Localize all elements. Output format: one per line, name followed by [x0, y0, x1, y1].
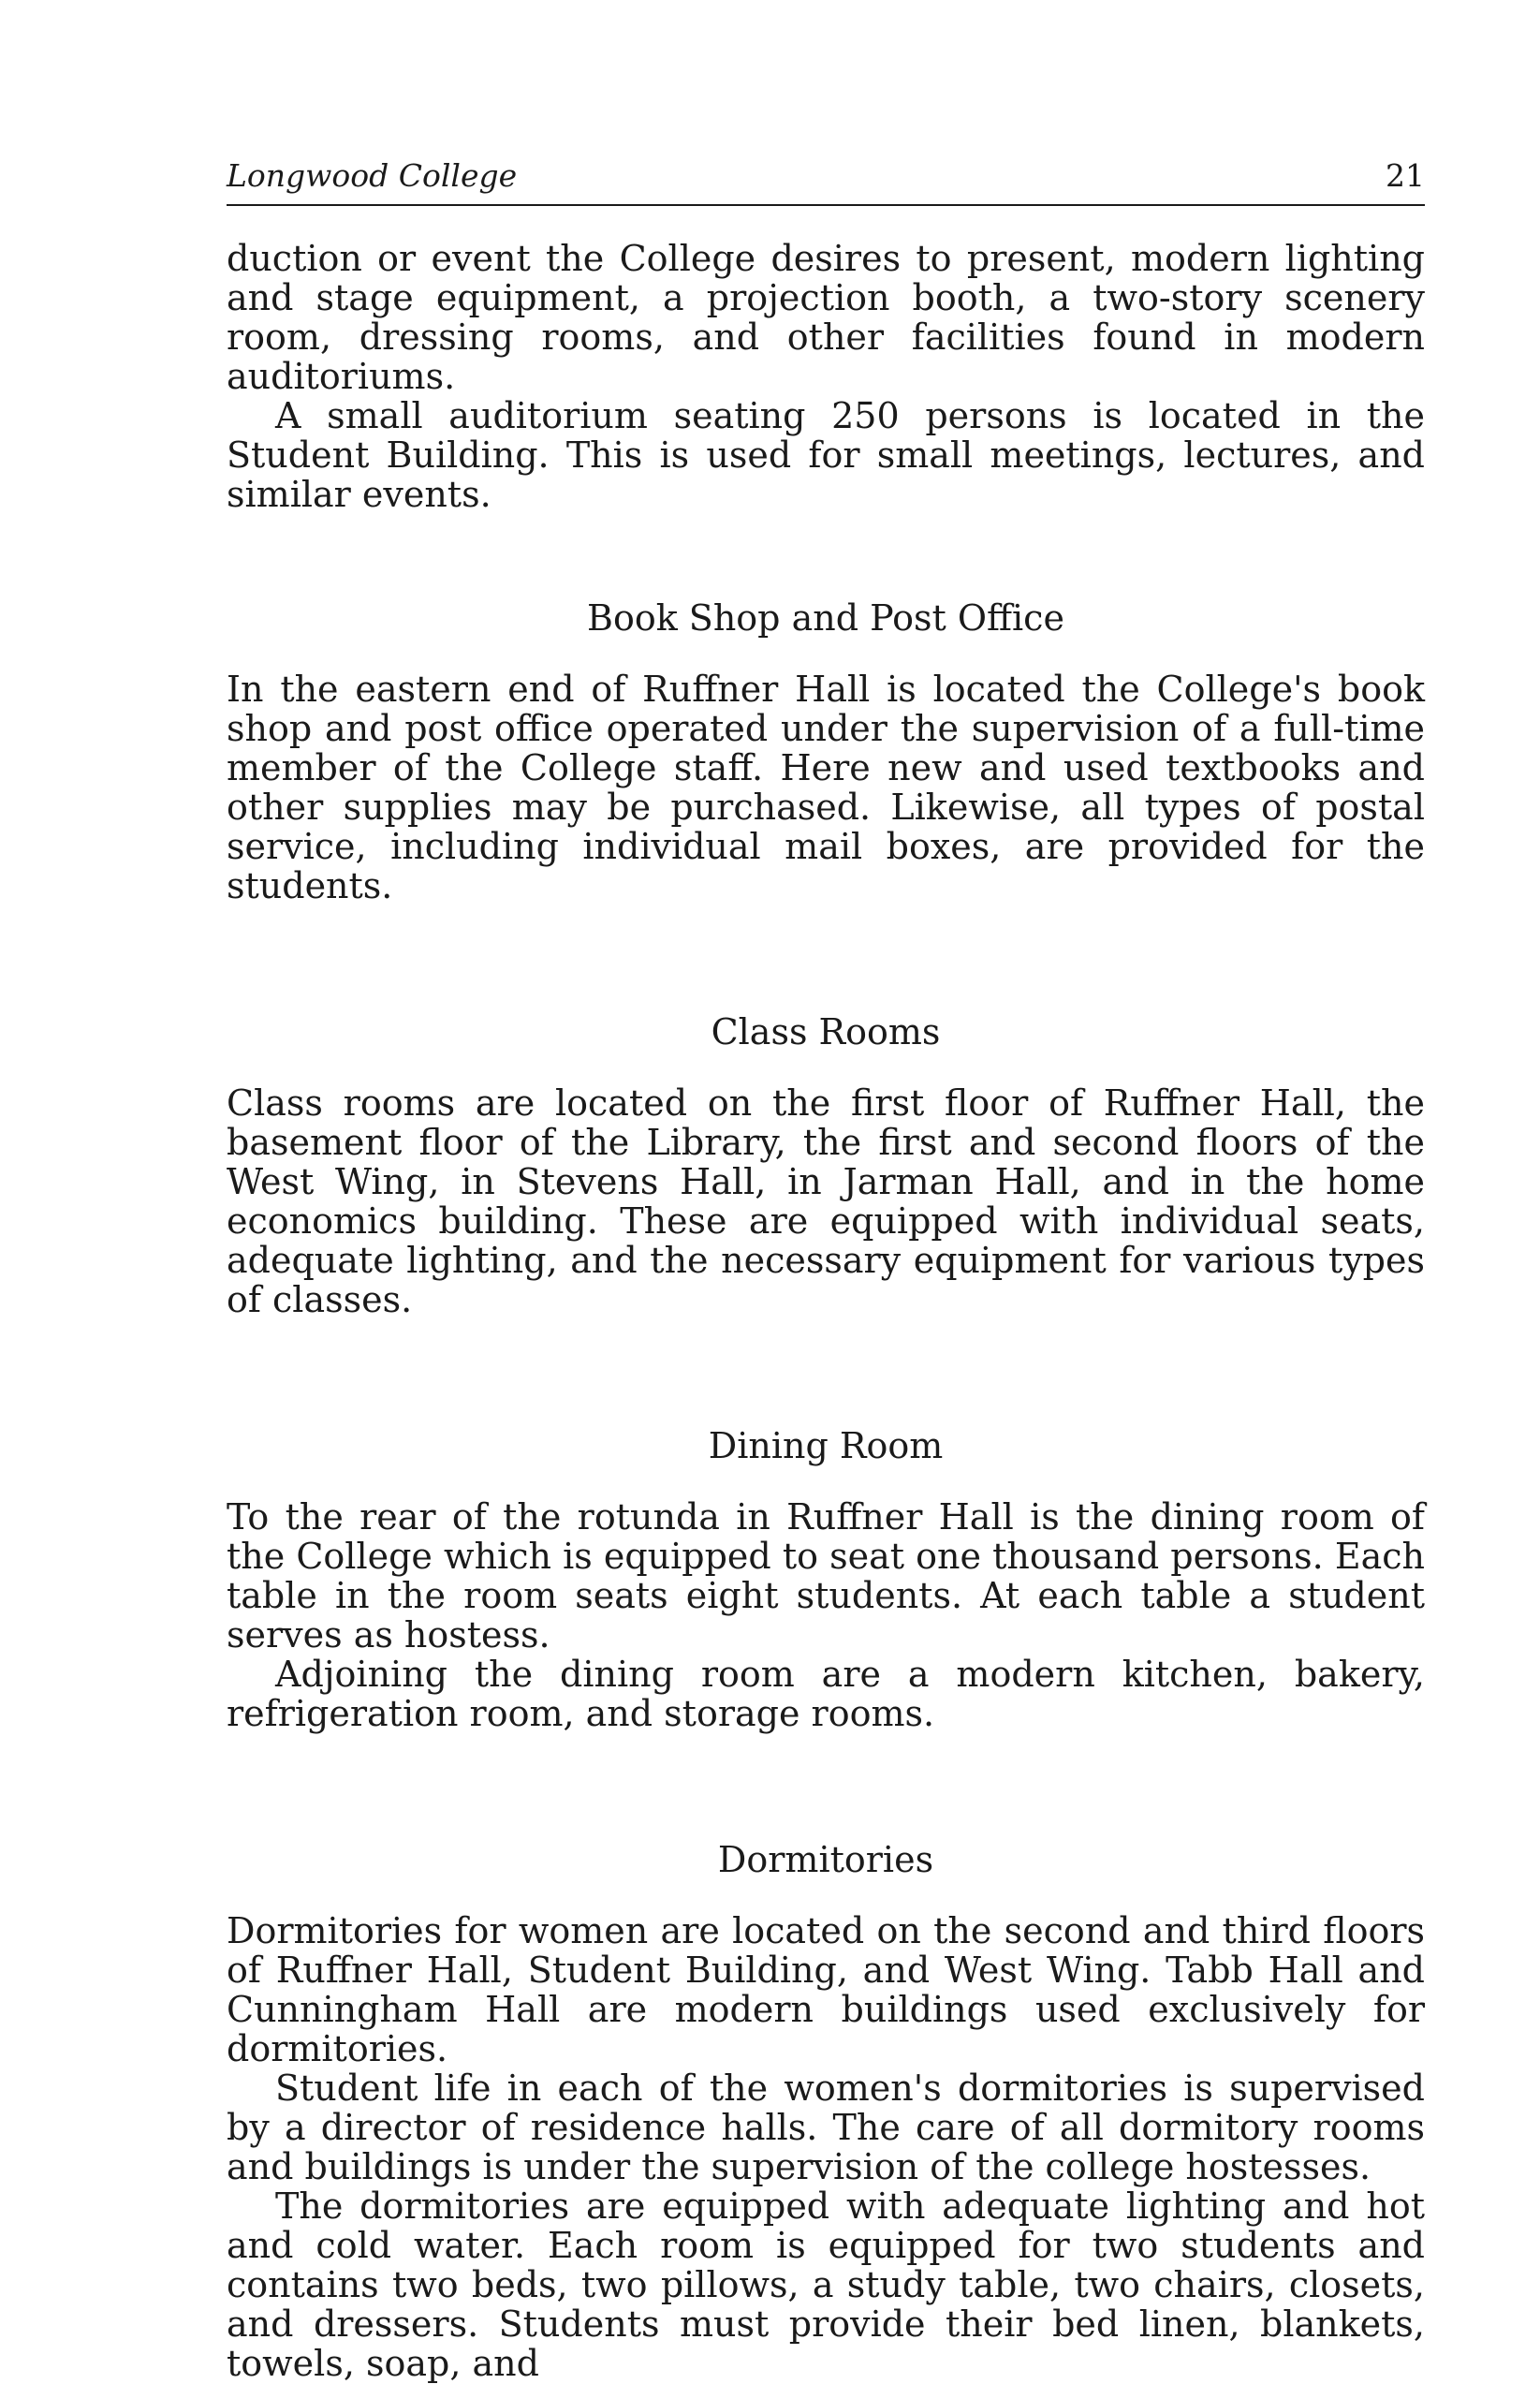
- running-title: Longwood College: [227, 157, 518, 194]
- paragraph: duction or event the College desires to present, modern lighting and stage equipment, a projection booth, a two-story scenery room, dressing rooms, and other facilities found in modern auditoriums.: [227, 238, 1425, 397]
- section-heading: Book Shop and Post Office: [587, 597, 1064, 639]
- section-class-rooms: [227, 1012, 1425, 1319]
- section-heading: Dormitories: [717, 1839, 934, 1880]
- paragraph: Dormitories for women are located on the second and third floors of Ruffner Hall, Student Building, and West Wing. Tabb Hall and Cunningham Hall are modern buildings used exclusively for dormitories.: [227, 1910, 1425, 2069]
- section-heading: Dining Room: [708, 1425, 944, 1466]
- running-header: [227, 157, 1425, 206]
- paragraph: Adjoining the dining room are a modern kitchen, bakery, refrigeration room, and storage rooms.: [227, 1654, 1425, 1734]
- paragraph: In the eastern end of Ruffner Hall is located the College's book shop and post office operated under the supervision of a full-time member of the College staff. Here new and used textbooks and other supplies may be purchased. Likewise, all types of postal service, including individual mail boxes, are provided for the students.: [227, 669, 1425, 906]
- section-dormitories: [227, 1840, 1425, 2383]
- paragraph: Class rooms are located on the first floor of Ruffner Hall, the basement floor of the Library, the first and second floors of the West Wing, in Stevens Hall, in Jarman Hall, and in the home economics building. These are equipped with individual seats, adequate lighting, and the necessary equipment for various types of classes.: [227, 1082, 1425, 1320]
- paragraph: A small auditorium seating 250 persons is located in the Student Building. This is used for small meetings, lectures, and similar events.: [227, 395, 1425, 515]
- section-heading: Class Rooms: [711, 1011, 941, 1052]
- section-dining-room: [227, 1426, 1425, 1733]
- intro-block: [227, 239, 1425, 514]
- section-book-shop: [227, 598, 1425, 905]
- page-number: 21: [1386, 157, 1425, 194]
- document-page: [227, 157, 1425, 2383]
- paragraph: Student life in each of the women's dormitories is supervised by a director of residence halls. The care of all dormitory rooms and buildings is under the supervision of the college hostesses.: [227, 2068, 1425, 2187]
- paragraph: To the rear of the rotunda in Ruffner Hall is the dining room of the College which is equipped to seat one thousand persons. Each table in the room seats eight students. At each table a student serves as hostess.: [227, 1496, 1425, 1656]
- paragraph: The dormitories are equipped with adequate lighting and hot and cold water. Each room is equipped for two students and contains two beds, two pillows, a study table, two chairs, closets, and dressers. Students must provide their bed linen, blankets, towels, soap, and: [227, 2185, 1425, 2384]
